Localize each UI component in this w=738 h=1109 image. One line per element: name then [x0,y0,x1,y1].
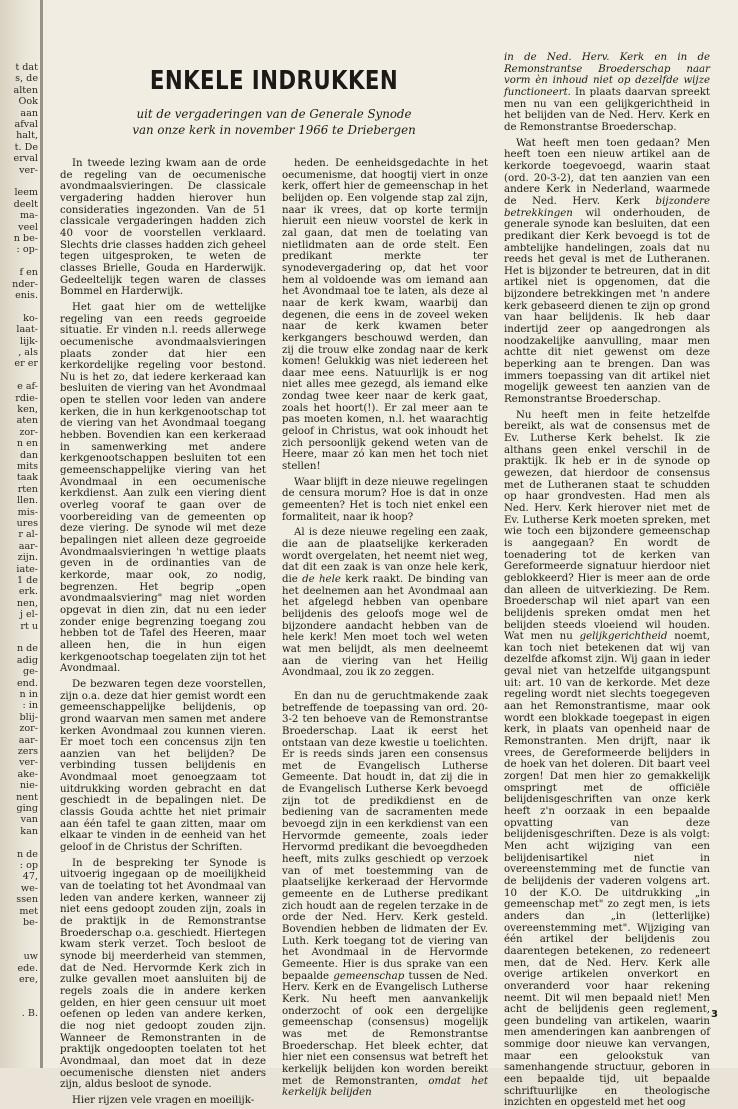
text-run: Nu heeft men in feite hetzelfde bereikt, als wat de consensus met de Ev. Lutherse Kerk behelst. Ik zie althans geen enkel verschil in de praktijk. Ik heb er in de synode op gewezen, dat hierdoor de consensus met de Lutheranen staat te schudden op haar grondvesten. Had men als Ned. Herv. Kerk hierover niet met de Ev. Lutherse Kerk moeten spreken, met wie toch een bijzondere gemeenschap is aangegaan? En wordt de toenadering tot de kerken van Gereformeerde signatuur hierdoor niet geblokkeerd? Hier is meer aan de orde dan alleen de uitverkiezing. De Rem. Broederschap wil niet apart van een belijdenis spreken omdat men het belijden steeds vloeiend wil houden. Wat men nu [504,409,710,643]
gutter-fragment: laat- [16,324,38,336]
gutter-fragment: met [19,905,38,917]
gutter-fragment: zor- [19,723,38,735]
gutter-fragment: leem [14,187,38,199]
gutter-fragment: blij- [19,711,38,723]
article-subtitle [60,106,488,138]
gutter-fragment: nie- [19,780,38,792]
gutter-fragment: aten [16,415,38,427]
gutter-fragment: ures [16,518,38,529]
gutter-fragment: , als [18,347,38,358]
gutter-fragment: ede. [17,962,38,974]
gutter-fragment: erval [13,153,38,165]
paragraph: Hier rijzen vele vragen en moeilijk- [72,1094,255,1106]
gutter-fragment: end. [16,677,38,689]
gutter-fragment: Ook [18,96,38,108]
gutter-fragment: van [20,814,38,826]
gutter-fragment: erk. [18,586,38,598]
emphasis: gemeenschap [333,970,405,982]
previous-page-gutter [0,0,44,1068]
gutter-fragment: enis. [15,290,38,301]
gutter-fragment: 1 de [17,575,38,586]
gutter-fragment: ge- [22,666,38,678]
gutter-fragment: rten [17,483,38,495]
gutter-fragment: nent [16,791,38,803]
emphasis: in de Ned. Herv. Kerk en in de Remonstrantse Broederschap naar vorm èn inhoud niet op dezelfde wijze functioneert. [504,52,710,98]
gutter-fragment: zijn. [17,552,38,564]
gutter-fragment: t dat [15,62,38,73]
paragraph: heden. De eenheidsgedachte in het oecumenisme, dat hoogtij viert in onze kerk, offert hier de gemeenschap in het belijden op. Een volgende stap zal zijn, naar ik vrees, dat op korte termijn hieruit een nieuw voorstel de kerk in zal gaan, dat men de toelating van nietlidmaten aan de orde stelt. Een predikant merkte ter synodevergadering op, dat het voor hem al voldoende was om iemand aan het Avondmaal toe te laten, als deze al naar de kerk kwam, waarbij dan degenen, die eens in de zoveel weken naar de kerk kwamen beter kerkgangers beschouwd werden, dan zij die trouw elke zondag naar de kerk komen! Gelukkig was niet iedereen het daar mee eens. Natuurlijk is er nog niet alles mee gezegd, als iemand elke zondag twee keer naar de kerk gaat, zoals het hoort(!). Er zal meer aan te pas moeten komen, n.l. het waarachtig geloof in Christus, wat ook inhoudt het zich persoonlijk gekend weten van de Heere, maar zó kan men het toch niet stellen! [282,158,488,473]
gutter-fragment: nen, [16,597,38,609]
gutter-fragment: aan [20,107,38,119]
column-1 [60,158,266,1107]
paragraph: Waar blijft in deze nieuwe regelingen de censura morum? Hoe is dat in onze gemeenten? Het is toch niet enkel een formaliteit, naar ik hoop? [282,476,488,523]
gutter-fragment: halt, [16,130,38,142]
paragraph: In de bespreking ter Synode is uitvoerig ingegaan op de moeilijkheid van de toelating tot het Avondmaal van leden van andere kerken, wanneer zij niet eens gedoopt zouden zijn, zoals in de praktijk in de Remonstrantse Broederschap o.a. geschiedt. Hiertegen kwam sterk verzet. Toch besloot de synode bij meerderheid van stemmen, dat de Ned. Hervormde Kerk zich in zulke gevallen moet aansluiten bij de regels zoals die in andere kerken gelden, en hier geen censuur uit moet oefenen op leden van andere kerken, die nog niet gedoopt zouden zijn. Wanneer de Remonstranten in de praktijk ongedoopten toelaten tot het Avondmaal, dan moet dat in deze oecumenische diensten niet anders zijn, aldus besloot de synode. [60,857,266,1091]
section-gap [282,679,488,691]
gutter-fragment: t. De [14,141,38,153]
paragraph [504,138,710,406]
paragraph [282,691,488,1099]
gutter-fragment: : in [22,700,38,712]
column-3 [504,52,710,1109]
gutter-fragment: uw [23,951,38,963]
gutter-fragment: rdie- [15,392,38,404]
gutter-fragment: we- [20,882,38,894]
emphasis: de hele [302,573,341,585]
text-run: In plaats daarvan spreekt men nu van een gelijkgerichtheid in het belijden van de Ned. Herv. Kerk en de Remonstrantse Broederschap. [504,86,710,133]
gutter-fragment: ver- [19,757,38,769]
text-run: tussen de Ned. Herv. Kerk en de Evangelisch Lutherse Kerk. Nu heeft men aanvankelijk onderzocht of ook een dergelijke gemeenschap (consensus) mogelijk was met de Remonstrantse Broederschap. Het bleek echter, dat hier niet een consensus wat betreft het kerkelijk belijden kon worden bereikt met de Remonstranten, [282,970,488,1087]
gutter-fragment: mis- [17,506,38,518]
paragraph [282,527,488,679]
gutter-fragment: veel [18,221,38,233]
gutter-fragment: ma- [19,210,38,222]
paragraph: Het gaat hier om de wettelijke regeling van een reeds gegroeide situatie. Er vinden n.l. reeds allerwege oecumenische avondmaalsvieringen plaats zonder dat hier een kerkordelijke regeling voor bestond. Nu is het zo, dat iedere kerkeraad kan besluiten de viering van het Avondmaal open te stellen voor leden van andere kerken, die in hun kerkgenootschap tot de viering van het Avondmaal toegang hebben. Bovendien kan een kerkeraad in samenwerking met andere kerkgenootschappen besluiten tot een gemeenschappelijke viering van het Avondmaal in een oecumenische kerkdienst. Aan zulk een viering dient overleg vooraf te gaan over de voorbereiding van de gemeenten op deze viering. De synode wil met deze bepalingen niet alleen deze gegroeide Avondmaalsvieringen 'n wettige plaats geven in de ordinanties van de kerkorde, maar ook, zo nodig, begrenzen. Het begrip „open avondmaalsviering" mag niet worden opgevat in dien zin, dat nu een ieder zonder enige begrenzing toegang zou hebben tot de Tafel des Heeren, maar alleen hen, die in hun eigen kerkgenootschap toegelaten zijn tot het Avondmaal. [60,301,266,675]
column-2 [282,158,488,1099]
gutter-fragment: rt u [20,620,38,632]
gutter-fragment: r al- [18,529,38,541]
emphasis: omdat het kerkelijk belijden [282,1075,488,1099]
gutter-fragment: aar- [18,734,38,746]
gutter-fragment: . B. [21,1008,38,1020]
article-title: ENKELE INDRUKKEN [149,66,399,96]
gutter-fragment: e af- [17,381,38,393]
paragraph [504,410,710,1109]
emphasis: bijzondere betrekkingen [504,195,710,219]
subtitle-line-1: uit de vergaderingen van de Generale Synode [136,107,412,121]
gutter-fragment: : op [19,860,38,871]
gutter-fragment: 47, [22,871,38,883]
gutter-fragment: zers [17,746,38,757]
gutter-fragment: ken, [17,404,38,415]
gutter-fragment: deelt [13,198,38,210]
gutter-fragment: n in [19,689,38,700]
gutter-fragment: ver- [19,164,38,176]
gutter-fragment: n be- [13,233,38,244]
gutter-fragment: ging [16,803,38,814]
article [60,52,710,1109]
gutter-fragment: f en [19,267,38,279]
gutter-fragment: adig [16,654,38,666]
gutter-fragment: n de [16,643,38,655]
gutter-fragment: : op- [16,244,38,256]
gutter-fragment: mits [17,461,38,472]
gutter-fragment: n de [16,848,38,860]
gutter-fragment: afval [14,119,38,130]
gutter-fragment: be- [22,917,38,928]
gutter-fragment: ake- [17,768,38,780]
gutter-fragment: dan [19,449,38,461]
emphasis: gelijkgerichtheid [579,631,668,643]
text-run: wil onderhouden, de generale synode kan besluiten, dat een predikant dier Kerk bevoegd is tot de ambtelijke handelingen, zoals dat nu reeds het geval is met de Lutheranen. Het is bijzonder te betreuren, dat in dit artikel niet is opgenomen, dat die bijzondere betrekkingen met 'n andere kerk gebaseerd dienen te zijn op grond van haar belijdenis. Ik heb daar indertijd zeer op aangedrongen als noodzakelijke aanvulling, maar men achtte dit niet gewenst om deze beperking aan te brengen. Dan was immers toepassing van dit artikel niet mogelijk geweest ten aanzien van de Remonstrantse Broederschap. [504,207,710,406]
paragraph: De bezwaren tegen deze voorstellen, zijn o.a. deze dat hier gemist wordt een gemeenschappelijke belijdenis, op grond waarvan men samen met andere kerken Avondmaal zou kunnen vieren. Er moet toch een concensus zijn ten aanzien van het belijden? De verbinding tussen belijdenis en Avondmaal moet genoegzaam tot uitdrukking worden gebracht en dat geschiedt in de bepalingen niet. De classis Gouda achtte het niet primair aan één tafel te gaan zitten, maar om elkaar te vinden in de eenheid van het geloof in de Christus der Schriften. [60,678,266,854]
gutter-fragment: taak [16,472,38,484]
gutter-fragment: er er [14,358,38,370]
page-number: 3 [711,1009,718,1020]
gutter-fragment: lijk- [20,335,38,347]
gutter-fragment: aar- [18,540,38,552]
gutter-fragment: iate- [16,563,38,575]
gutter-fragment: j el- [19,609,38,621]
text-run: noemt, kan toch niet betekenen dat wij van dezelfde afkomst zijn. Wij gaan in ieder geval niet van hetzelfde uitgangspunt uit: art. 10 van de kerkorde. Met deze regeling wordt niet slechts toegegeven aan het Remonstrantisme, maar ook wordt een blokkade toegepast in eigen kerk, in plaats van openheid naar de Remonstranten. Men drijft, naar ik vrees, de Gereformeerde belijders in de hoek van het doleren. Dit baart veel zorgen! Dat men hier zo gemakkelijk omspringt met de officiële belijdenisgeschriften van onze kerk heeft z'n oorzaak in een bepaalde opvatting van deze belijdenisgeschriften. Deze is als volgt: Men acht wijziging van een belijdenisartikel niet in overeenstemming met de functie van de belijdenis der vaderen volgens art. 10 der K.O. De uitdrukking „in gemeenschap met" zo zegt men, is iets anders dan „in (letterlijke) overeenstemming met". Wijziging van één artikel der belijdenis zou daarentegen betekenen, zo redeneert men, dat de Ned. Herv. Kerk alle overige artikelen onverkort en onveranderd voor haar rekening neemt. Dit wil men bepaald niet! Men acht de belijdenis geen reglement, geen bundeling van artikelen, waarin men amenderingen kan aanbrengen of sommige door nieuwe kan vervangen, maar een gelookstuk van samenhangende structuur, geboren in een bepaalde tijd, uit bepaalde schriftuurlijke en theologische inzichten en opgesteld met het oog [504,631,710,1109]
gutter-fragment: n en [16,438,38,450]
text-run: En dan nu de geruchtmakende zaak betreffende de toepassing van ord. 20-3-2 ten behoeve van de Remonstrantse Broederschap. Laat ik eerst het ontstaan van deze kwestie u toelichten. Er is reeds sinds jaren een consensus met de Evangelisch Lutherse Gemeente. Dat houdt in, dat zij die in de Evangelisch Lutherse Kerk bevoegd zijn tot de predikdienst en de bediening van de sacramenten mede bevoegd zijn in een kerkdienst van een Hervormde gemeente, zoals ieder Hervormd predikant die bevoegdheden heeft, mits zulks geschiedt op verzoek van of met toestemming van de plaatselijke kerkeraad der Hervormde gemeente en de Lutherse predikant zich houdt aan de regelen terzake in de orde der Ned. Herv. Kerk gesteld. Bovendien hebben de lidmaten der Ev. Luth. Kerk toegang tot de viering van het Avondmaal in de Hervormde Gemeente. Hier is dus sprake van een bepaalde [282,690,488,982]
gutter-fragment: ssen [16,894,38,906]
text-run: Wat heeft men toen gedaan? Men heeft toen een nieuw artikel aan de kerkorde toegevoegd, waarin staat (ord. 20-3-2), dat ten aanzien van een andere Kerk in Nederland, waarmede de Ned. Herv. Kerk [504,137,710,207]
paragraph: In tweede lezing kwam aan de orde de regeling van de oecumenische avondmaalsvieringen. De classicale vergadering hadden hierover hun considerаties ingezonden. Van de 51 classicale vergaderingen hadden zich 40 voor de voorstellen verklaard. Slechts drie classes hadden zich geheel tegen uitgesproken, te weten de classes Brielle, Gouda en Harderwijk. Gedeeltelijk tegen waren de classes Bommel en Harderwijk. [60,158,266,298]
gutter-fragment: llen. [16,495,38,507]
subtitle-line-2: van onze kerk in november 1966 te Driebergen [132,123,416,137]
paragraph [504,52,710,134]
text-run: kerk raakt. De binding van het deelnemen aan het Avondmaal aan het afgelegd hebben van openbare belijdenis des geloofs moge wel de bijzondere aandacht hebben van de hele kerk! Men moet toch wel weten wat men belijdt, als men deelneemt aan de viering van het Heilig Avondmaal, zou ik zo zeggen. [282,573,489,679]
page-fold [40,0,43,1068]
article-header [60,66,488,138]
gutter-fragment: ere, [19,974,38,985]
gutter-fragment: s, de [15,73,38,85]
gutter-fragment: zor- [19,426,38,438]
gutter-fragment: ko- [23,312,38,324]
text-run: Al is deze nieuwe regeling een zaak, die aan de plaatselijke kerkeraden wordt overgelaten, het neemt niet weg, dat dit een zaak is van onze hele kerk, die [282,527,488,585]
gutter-fragment: nder- [12,278,38,290]
gutter-fragment: kan [20,825,38,837]
gutter-fragment: alten [13,84,38,96]
